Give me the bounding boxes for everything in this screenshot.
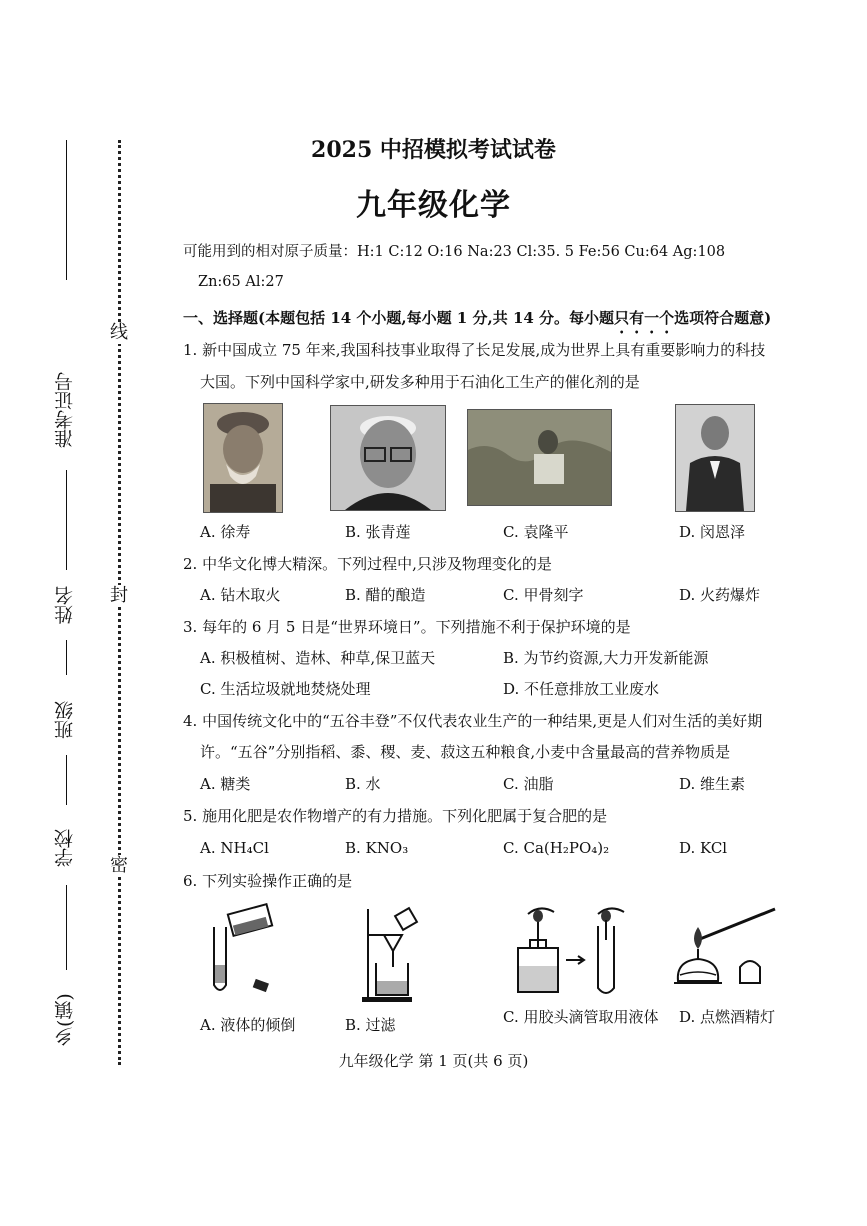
q3-option-d: D. 不任意排放工业废水 <box>503 680 660 698</box>
question-6-line-1: 6. 下列实验操作正确的是 <box>183 872 353 890</box>
q2-option-c: C. 甲骨刻字 <box>503 586 584 604</box>
q4-option-d: D. 维生素 <box>679 775 746 793</box>
q5-option-d: D. KCl <box>679 839 728 857</box>
question-4-line-2: 许。“五谷”分别指稻、黍、稷、麦、菽这五种粮食,小麦中含量最高的营养物质是 <box>200 743 731 761</box>
diagram-pour-liquid <box>200 903 290 1003</box>
q3-option-b: B. 为节约资源,大力开发新能源 <box>503 649 709 667</box>
q5-option-b: B. KNO₃ <box>345 839 409 857</box>
seal-char-secret: 密 <box>110 855 128 876</box>
question-1-line-2: 大国。下列中国科学家中,研发多种用于石油化工生产的催化剂的是 <box>200 373 640 391</box>
q4-option-a: A. 糖类 <box>200 775 251 793</box>
margin-label-name: 姓名 <box>54 586 76 624</box>
q5-option-c: C. Ca(H₂PO₄)₂ <box>503 839 610 857</box>
question-2-line-1: 2. 中华文化博大精深。下列过程中,只涉及物理变化的是 <box>183 555 552 573</box>
atomic-mass-line-2: Zn:65 Al:27 <box>198 274 284 290</box>
margin-rule <box>66 640 67 675</box>
q3-option-c: C. 生活垃圾就地焚烧处理 <box>200 680 371 698</box>
margin-rule <box>66 755 67 805</box>
margin-label-township: 乡(镇) <box>54 993 76 1047</box>
diagram-filtration <box>360 905 420 1005</box>
q1-option-a: A. 徐寿 <box>200 523 251 541</box>
q1-option-d: D. 闵恩泽 <box>679 523 746 541</box>
q4-option-c: C. 油脂 <box>503 775 554 793</box>
scientist-photo-b <box>330 405 446 511</box>
page-footer: 九年级化学 第 1 页(共 6 页) <box>338 1052 529 1070</box>
scientist-photo-d <box>675 404 755 512</box>
subject-title: 九年级化学 <box>356 188 511 223</box>
margin-rule <box>66 885 67 970</box>
scientist-photo-a <box>203 403 283 513</box>
diagram-alcohol-lamp <box>670 905 780 995</box>
margin-rule <box>66 470 67 570</box>
exam-title: 2025 中招模拟考试试卷 <box>311 137 556 163</box>
margin-label-class: 班级 <box>54 701 76 739</box>
q4-option-b: B. 水 <box>345 775 381 793</box>
q6-option-a: A. 液体的倾倒 <box>200 1016 296 1034</box>
q2-option-a: A. 钻木取火 <box>200 586 281 604</box>
q6-option-c: C. 用胶头滴管取用液体 <box>503 1008 659 1026</box>
q3-option-a: A. 积极植树、造林、种草,保卫蓝天 <box>200 649 436 667</box>
diagram-dropper <box>510 900 640 1000</box>
q6-option-d: D. 点燃酒精灯 <box>679 1008 776 1026</box>
question-3-line-1: 3. 每年的 6 月 5 日是“世界环境日”。下列措施不利于保护环境的是 <box>183 618 631 636</box>
q2-option-b: B. 醋的酿造 <box>345 586 426 604</box>
seal-char-seal: 封 <box>110 585 128 606</box>
margin-label-exam-number: 准考证号 <box>54 372 76 448</box>
q1-option-c: C. 袁隆平 <box>503 523 569 541</box>
section-title-pre: 一、选择题(本题包括 14 个小题,每小题 1 分,共 14 分。每小题 <box>183 309 615 327</box>
section-title <box>183 308 771 337</box>
section-title-emphasis: 只有一个 <box>614 309 675 327</box>
q5-option-a: A. NH₄Cl <box>200 839 269 857</box>
atomic-mass-line-1: 可能用到的相对原子质量：H:1 C:12 O:16 Na:23 Cl:35. 5 Fe:56 Cu:64 Ag:108 <box>183 244 726 260</box>
question-1-line-1: 1. 新中国成立 75 年来,我国科技事业取得了长足发展,成为世界上具有重要影响力的科技 <box>183 341 766 359</box>
q1-option-b: B. 张青莲 <box>345 523 411 541</box>
margin-label-school: 学校 <box>54 829 76 867</box>
q6-option-b: B. 过滤 <box>345 1016 396 1034</box>
question-5-line-1: 5. 施用化肥是农作物增产的有力措施。下列化肥属于复合肥的是 <box>183 807 608 825</box>
seal-char-line: 线 <box>110 322 128 343</box>
question-4-line-1: 4. 中国传统文化中的“五谷丰登”不仅代表农业生产的一种结果,更是人们对生活的美好期 <box>183 712 763 730</box>
q2-option-d: D. 火药爆炸 <box>679 586 761 604</box>
section-title-post: 选项符合题意) <box>674 309 772 327</box>
scientist-photo-c <box>467 409 612 506</box>
